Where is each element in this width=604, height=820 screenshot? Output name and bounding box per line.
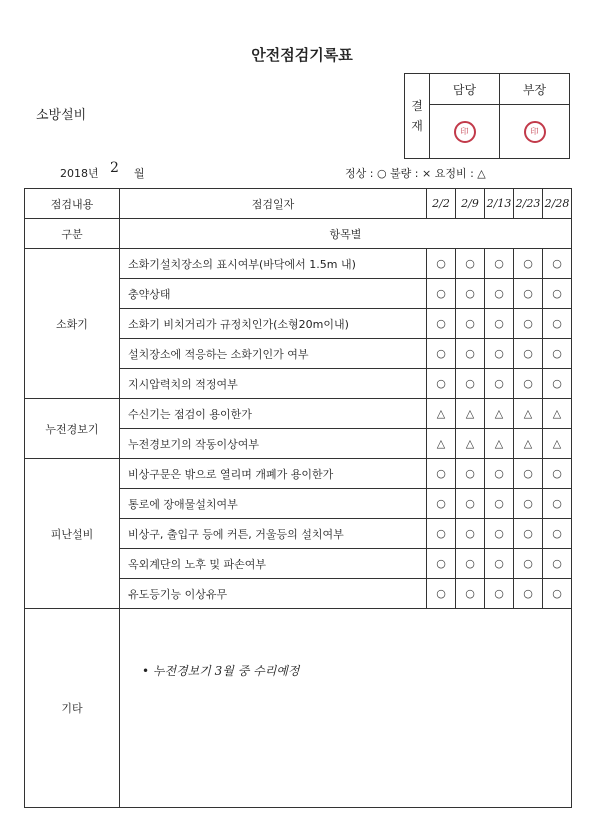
check-mark: ○ bbox=[456, 309, 485, 339]
approval-label: 결 재 bbox=[405, 74, 430, 159]
check-item: 소화기 비치거리가 규정치인가(소형20m이내) bbox=[120, 309, 427, 339]
check-mark: ○ bbox=[543, 549, 572, 579]
header-inspection-date: 점검일자 bbox=[120, 189, 427, 219]
header-date: 2/9 bbox=[456, 189, 485, 219]
check-item: 누전경보기의 작동이상여부 bbox=[120, 429, 427, 459]
check-mark: ○ bbox=[543, 519, 572, 549]
check-mark: ○ bbox=[543, 279, 572, 309]
check-mark: ○ bbox=[485, 249, 514, 279]
check-item: 충약상태 bbox=[120, 279, 427, 309]
check-mark: ○ bbox=[485, 339, 514, 369]
legend: 정상 : ○ 불량 : × 요정비 : △ bbox=[345, 167, 486, 180]
check-item: 옥외계단의 노후 및 파손여부 bbox=[120, 549, 427, 579]
inspection-table bbox=[24, 188, 572, 808]
check-mark: △ bbox=[456, 399, 485, 429]
check-item: 통로에 장애물설치여부 bbox=[120, 489, 427, 519]
check-mark: △ bbox=[485, 429, 514, 459]
check-mark: ○ bbox=[456, 249, 485, 279]
header-category: 구분 bbox=[25, 219, 120, 249]
subheader-row bbox=[25, 219, 572, 249]
header-inspection-content: 점검내용 bbox=[25, 189, 120, 219]
staff-seal-icon: 印 bbox=[454, 121, 476, 143]
check-mark: ○ bbox=[514, 369, 543, 399]
section-name: 소화기 bbox=[25, 249, 120, 399]
check-mark: ○ bbox=[543, 489, 572, 519]
check-item: 유도등기능 이상유무 bbox=[120, 579, 427, 609]
check-mark: ○ bbox=[456, 489, 485, 519]
check-mark: △ bbox=[485, 399, 514, 429]
other-row bbox=[25, 609, 572, 808]
check-mark: ○ bbox=[485, 489, 514, 519]
manager-seal-icon: 印 bbox=[524, 121, 546, 143]
check-mark: △ bbox=[427, 429, 456, 459]
other-content-cell bbox=[120, 609, 572, 808]
staff-stamp-cell bbox=[430, 105, 500, 159]
check-mark: ○ bbox=[485, 309, 514, 339]
header-date: 2/28 bbox=[543, 189, 572, 219]
check-mark: ○ bbox=[485, 459, 514, 489]
check-mark: ○ bbox=[427, 579, 456, 609]
header-date: 2/2 bbox=[427, 189, 456, 219]
section-name: 피난설비 bbox=[25, 459, 120, 609]
check-mark: △ bbox=[427, 399, 456, 429]
check-mark: △ bbox=[456, 429, 485, 459]
check-item: 지시압력치의 적정여부 bbox=[120, 369, 427, 399]
check-mark: ○ bbox=[427, 309, 456, 339]
check-mark: ○ bbox=[514, 309, 543, 339]
page-title: 안전점검기록표 bbox=[251, 46, 353, 64]
check-mark: ○ bbox=[543, 579, 572, 609]
check-mark: ○ bbox=[456, 339, 485, 369]
check-mark: ○ bbox=[514, 549, 543, 579]
manager-stamp-cell bbox=[500, 105, 570, 159]
date-year: 2018년 bbox=[60, 167, 99, 180]
check-item: 소화기설치장소의 표시여부(바닥에서 1.5m 내) bbox=[120, 249, 427, 279]
check-item: 수신기는 점검이 용이한가 bbox=[120, 399, 427, 429]
other-label: 기타 bbox=[25, 609, 120, 808]
check-mark: ○ bbox=[427, 339, 456, 369]
check-mark: ○ bbox=[543, 249, 572, 279]
check-mark: ○ bbox=[543, 459, 572, 489]
header-date: 2/13 bbox=[485, 189, 514, 219]
check-mark: ○ bbox=[543, 369, 572, 399]
check-mark: ○ bbox=[543, 339, 572, 369]
check-mark: △ bbox=[543, 399, 572, 429]
check-mark: ○ bbox=[514, 339, 543, 369]
header-items: 항목별 bbox=[120, 219, 572, 249]
check-mark: ○ bbox=[427, 369, 456, 399]
approval-head-staff: 담당 bbox=[430, 74, 500, 105]
check-mark: △ bbox=[543, 429, 572, 459]
check-mark: ○ bbox=[485, 549, 514, 579]
approval-head-manager: 부장 bbox=[500, 74, 570, 105]
check-mark: ○ bbox=[427, 519, 456, 549]
approval-box bbox=[404, 73, 570, 159]
check-mark: ○ bbox=[427, 549, 456, 579]
check-mark: ○ bbox=[514, 489, 543, 519]
check-mark: △ bbox=[514, 399, 543, 429]
check-mark: △ bbox=[514, 429, 543, 459]
table-row bbox=[25, 249, 572, 279]
section-name: 누전경보기 bbox=[25, 399, 120, 459]
check-mark: ○ bbox=[456, 519, 485, 549]
check-mark: ○ bbox=[456, 579, 485, 609]
check-mark: ○ bbox=[427, 489, 456, 519]
check-mark: ○ bbox=[543, 309, 572, 339]
date-month-unit: 월 bbox=[134, 167, 145, 180]
check-mark: ○ bbox=[485, 579, 514, 609]
check-mark: ○ bbox=[456, 459, 485, 489]
check-item: 비상구문은 밖으로 열리며 개폐가 용이한가 bbox=[120, 459, 427, 489]
department-label: 소방설비 bbox=[36, 108, 87, 123]
other-note: • 누전경보기 3월 중 수리예정 bbox=[142, 664, 300, 678]
date-month: 2 bbox=[110, 160, 119, 176]
check-mark: ○ bbox=[427, 279, 456, 309]
table-row bbox=[25, 399, 572, 429]
header-date: 2/23 bbox=[514, 189, 543, 219]
check-mark: ○ bbox=[456, 549, 485, 579]
check-mark: ○ bbox=[427, 459, 456, 489]
check-mark: ○ bbox=[514, 519, 543, 549]
check-mark: ○ bbox=[514, 459, 543, 489]
check-mark: ○ bbox=[514, 249, 543, 279]
check-mark: ○ bbox=[514, 579, 543, 609]
check-mark: ○ bbox=[514, 279, 543, 309]
table-row bbox=[25, 459, 572, 489]
check-mark: ○ bbox=[456, 369, 485, 399]
check-mark: ○ bbox=[485, 519, 514, 549]
check-item: 설치장소에 적응하는 소화기인가 여부 bbox=[120, 339, 427, 369]
check-mark: ○ bbox=[485, 369, 514, 399]
check-item: 비상구, 출입구 등에 커튼, 거울등의 설치여부 bbox=[120, 519, 427, 549]
check-mark: ○ bbox=[485, 279, 514, 309]
check-mark: ○ bbox=[427, 249, 456, 279]
check-mark: ○ bbox=[456, 279, 485, 309]
header-row bbox=[25, 189, 572, 219]
